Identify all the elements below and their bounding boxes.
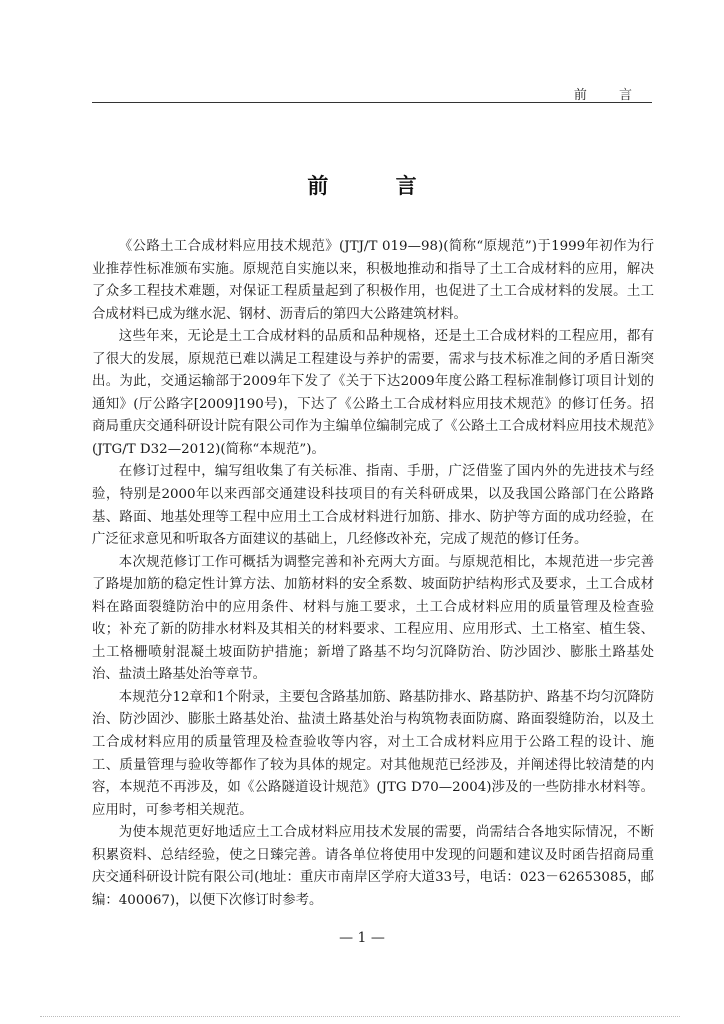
header-rule [92, 102, 652, 103]
paragraph: 这些年来，无论是土工合成材料的品质和品种规格，还是土工合成材料的工程应用，都有了很大的发展，原规范已难以满足工程建设与养护的需要，需求与技术标准之间的矛盾日渐突出。为此，交通运输部于2009年下发了《关于下达2009年度公路工程标准制修订项目计划的通知》(厅公路字[2009]190号)，下达了《公路土工合成材料应用技术规范》的修订任务。招商局重庆交通科研设计院有限公司作为主编单位编制完成了《公路土工合成材料应用技术规范》(JTG/T D32—2012)(简称“本规范”)。 [92, 329, 654, 457]
page-title: 前 言 [307, 173, 447, 198]
scan-edge-divider [40, 1016, 680, 1017]
paragraph: 为使本规范更好地适应土工合成材料应用技术发展的需要，尚需结合各地实际情况，不断积累资料、总结经验，使之日臻完善。请各单位将使用中发现的问题和建议及时函告招商局重庆交通科研设计院有限公司(地址：重庆市南岸区学府大道33号，电话：023－62653085，邮编：400067)，以便下次修订时参考。 [92, 825, 654, 908]
paragraph: 在修订过程中，编写组收集了有关标准、指南、手册，广泛借鉴了国内外的先进技术与经验，特别是2000年以来西部交通建设科技项目的有关科研成果，以及我国公路部门在公路路基、路面、地基处理等工程中应用土工合成材料进行加筋、排水、防护等方面的成功经验，在广泛征求意见和听取各方面建议的基础上，几经修改补充，完成了规范的修订任务。 [92, 464, 654, 548]
page-number: — 1 — [339, 930, 385, 946]
running-header: 前 言 [573, 88, 646, 103]
paragraph: 本规范分12章和1个附录，主要包含路基加筋、路基防排水、路基防护、路基不均匀沉降防治、防沙固沙、膨胀土路基处治、盐渍土路基处治与构筑物表面防腐、路面裂缝防治，以及土工合成材料应用的质量管理及检查验收等内容，对土工合成材料应用于公路工程的设计、施工、质量管理与验收等都作了较为具体的规定。对其他规范已经涉及，并阐述得比较清楚的内容，本规范不再涉及，如《公路隧道设计规范》(JTG D70—2004)涉及的一些防排水材料等。应用时，可参考相关规范。 [92, 689, 654, 818]
paragraph: 《公路土工合成材料应用技术规范》(JTJ/T 019—98)(简称“原规范”)于1999年初作为行业推荐性标准颁布实施。原规范自实施以来，积极地推动和指导了土工合成材料的应用，解决了众多工程技术难题，对保证工程质量起到了积极作用，也促进了土工合成材料的发展。土工合成材料已成为继水泥、钢材、沥青后的第四大公路建筑材料。 [92, 239, 654, 322]
body-text [92, 236, 654, 912]
paragraph: 本次规范修订工作可概括为调整完善和补充两大方面。与原规范相比，本规范进一步完善了路堤加筋的稳定性计算方法、加筋材料的安全系数、坡面防护结构形式及要求，土工合成材料在路面裂缝防治中的应用条件、材料与施工要求，土工合成材料应用的质量管理及检查验收；补充了新的防排水材料及其相关的材料要求、工程应用、应用形式、土工格室、植生袋、土工格栅喷射混凝土坡面防护措施；新增了路基不均匀沉降防治、防沙固沙、膨胀土路基处治、盐渍土路基处治等章节。 [92, 554, 654, 683]
